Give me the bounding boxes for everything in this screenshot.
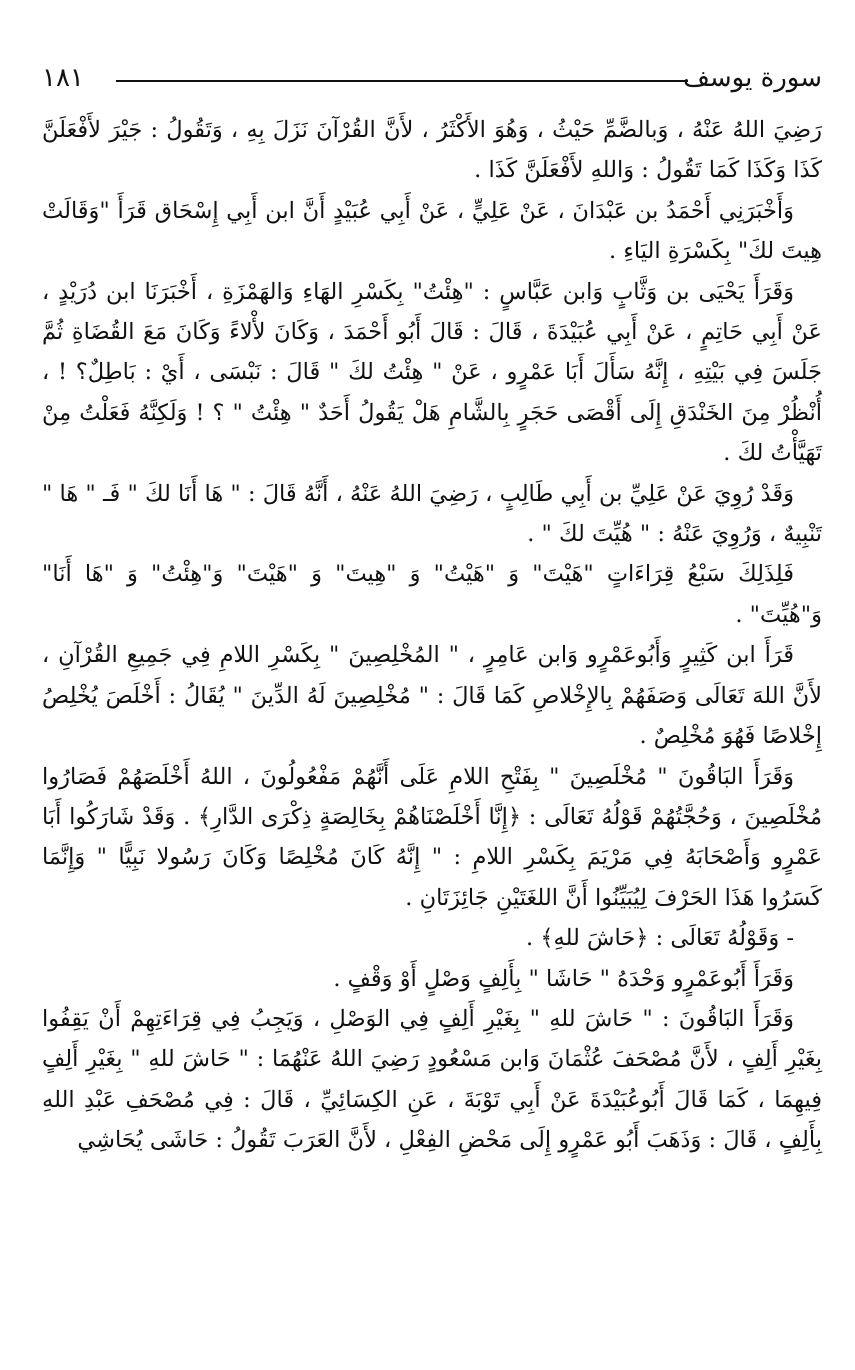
header-rule bbox=[116, 80, 688, 82]
paragraph-8: - وَقَوْلُهُ تَعَالَى : ﴿حَاشَ للهِ﴾ . bbox=[526, 925, 794, 952]
page-body bbox=[42, 110, 822, 1161]
paragraph-3: وَقَرَأَ يَحْيَى بن وَثَّابٍ وَابن عَبَّاسٍ : "هِئْتُ" بِكَسْرِ الهَاءِ وَالهَمْزَةِ ، أَخْبَرَنَا ابن دُرَيْدٍ ، عَنْ أَبِي حَاتِمٍ ، عَنْ أَبِي عُبَيْدَةَ ، قَالَ : قَالَ أَبُو أَحْمَدَ ، وَكَانَ لأْلاءً وَكَانَ مَعَ القُضَاةِ ثُمَّ جَلَسَ فِي بَيْتِهِ ، إِنَّهُ سَأَلَ أَبَا عَمْرٍو ، عَنْ " هِئْتُ لكَ " قَالَ : نَبْسَى ، أَيْ : بَاطِلٌ؟ ! ، أُنْظُرْ مِنَ الخَنْدَقِ إِلَى أَقْصَى حَجَرٍ بِالشَّامِ هَلْ يَقُولُ أَحَدٌ " هِئْتُ " ؟ ! وَلَكِنَّهُ فَعَلْتُ مِنْ تَهَيَّأْتُ لكَ . bbox=[42, 278, 822, 467]
paragraph-1: رَضِيَ اللهُ عَنْهُ ، وَبالضَّمِّ حَيْثُ ، وَهُوَ الأَكْثَرُ ، لأَنَّ القُرْآنَ نَزَلَ بِهِ ، وَتَقُولُ : جَيْرَ لأَفْعَلَنَّ كَذَا وَكَذَا كَمَا تَقُولُ : وَاللهِ لأَفْعَلَنَّ كَذَا . bbox=[42, 117, 822, 184]
page-number: ١٨١ bbox=[42, 63, 84, 93]
paragraph-6: قَرَأَ ابن كَثِيرٍ وَأَبُوعَمْرٍو وَابن عَامِرٍ ، " المُخْلِصِينَ " بِكَسْرِ اللامِ فِي جَمِيعِ القُرْآنِ ، لأَنَّ اللهَ تَعَالَى وَصَفَهُمْ بِالإِخْلاصِ كَمَا قَالَ : " مُخْلِصِينَ لَهُ الدِّينَ " يُقَالُ : أَخْلَصَ يُخْلِصُ إِخْلاصًا فَهُوَ مُخْلِصٌ . bbox=[42, 642, 822, 750]
paragraph-7: وَقَرَأَ البَاقُونَ " مُخْلَصِينَ " بِفَتْحِ اللامِ عَلَى أَنَّهُمْ مَفْعُولُونَ ، اللهُ أَخْلَصَهُمْ فَصَارُوا مُخْلَصِينَ ، وَحُجَّتُهُمْ قَوْلُهُ تَعَالَى : ﴿إِنَّا أَخْلَصْنَاهُمْ بِخَالِصَةٍ ذِكْرَى الدَّارِ﴾ . وَقَدْ شَارَكُوا أَبَا عَمْرٍو وَأَصْحَابَهُ فِي مَرْيَمَ بِكَسْرِ اللامِ : " إِنَّهُ كَانَ مُخْلِصًا وَكَانَ رَسُولا نَبِيًّا " وَإِنَّمَا كَسَرُوا هَذَا الحَرْفَ لِيُبَيِّنُوا أَنَّ اللغَتَيْنِ جَائِزَتَانِ . bbox=[42, 763, 822, 911]
page-header bbox=[42, 60, 822, 100]
paragraph-5: فَلِذَلِكَ سَبْعُ قِرَاءَاتٍ "هَيْتَ" وَ "هَيْتُ" وَ "هِيتَ" وَ "هَيْتَ" وَ"هِئْتُ" وَ "هَا أَنَا" وَ"هُيِّتَ" . bbox=[42, 561, 822, 628]
paragraph-9: وَقَرَأَ أَبُوعَمْرٍو وَحْدَهُ " حَاشَا " بِأَلِفٍ وَصْلٍ أَوْ وَقْفٍ . bbox=[333, 965, 794, 992]
paragraph-4: وَقَدْ رُوِيَ عَنْ عَلِيِّ بن أَبِي طَالِبٍ ، رَضِيَ اللهُ عَنْهُ ، أَنَّهُ قَالَ : " هَا أَنَا لكَ " فَـ " هَا " تَنْبِيهٌ ، وَرُوِيَ عَنْهُ : " هُيِّتَ لكَ " . bbox=[42, 480, 822, 548]
paragraph-2: وَأَخْبَرَنِي أَحْمَدُ بن عَبْدَانَ ، عَنْ عَلِيٍّ ، عَنْ أَبِي عُبَيْدٍ أَنَّ ابن أَبِي إِسْحَاق قَرَأَ "وَقَالَتْ هِيتَ لكَ" بِكَسْرَةِ اليَاءِ . bbox=[42, 197, 822, 265]
paragraph-10: وَقَرَأَ البَاقُونَ : " حَاشَ للهِ " بِغَيْرِ أَلِفٍ فِي الوَصْلِ ، وَيَجِبُ فِي قِرَاءَتِهِمْ أَنْ يَقِفُوا بِغَيْرِ أَلِفٍ ، لأَنَّ مُصْحَفَ عُثْمَانَ وَابن مَسْعُودٍ رَضِيَ اللهُ عَنْهُمَا : " حَاشَ للهِ " بِغَيْرِ أَلِفٍ فِيهِمَا ، كَمَا قَالَ أَبُوعُبَيْدَةَ عَنْ أَبِي تَوْبَةَ ، عَنِ الكِسَائِيِّ ، قَالَ : فِي مُصْحَفِ عَبْدِ اللهِ بِأَلِفٍ ، قَالَ : وَذَهَبَ أَبُو عَمْرٍو إِلَى مَحْضِ الفِعْلِ ، لأَنَّ العَرَبَ تَقُولُ : حَاشَى يُحَاشِي bbox=[42, 1005, 822, 1154]
surah-title: سورة يوسف bbox=[682, 63, 822, 93]
